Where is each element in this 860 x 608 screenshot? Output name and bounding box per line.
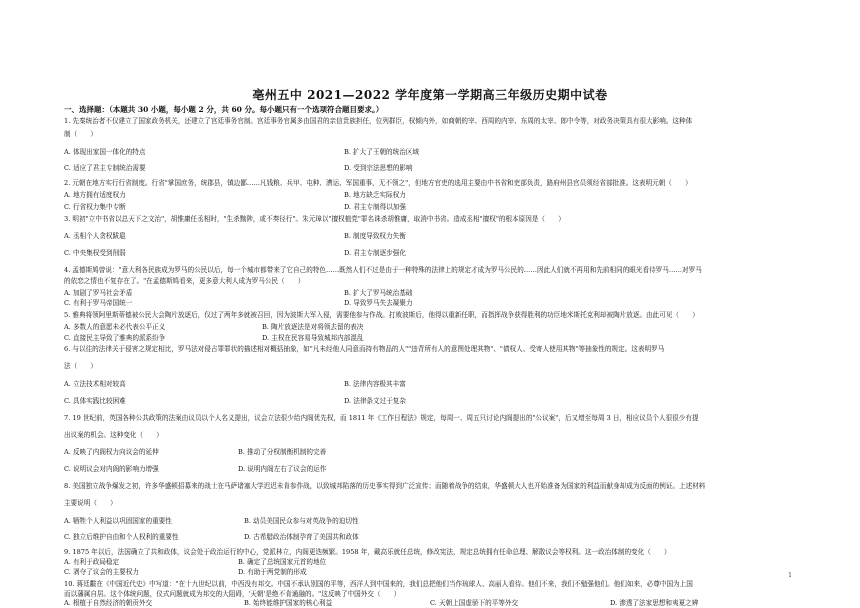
q1-option-d: D. 受到宗法思想的影响 xyxy=(344,164,413,172)
q3-option-c: C. 中央集权受到削弱 xyxy=(64,249,126,257)
q10-stem-line1: 10. 蒋廷黻在《中国近代史》中写道："在十九世纪以前，中西没有邦交。中国不承认别国的平等，西洋人到中国来的，我们总把他们当作琉球人、高丽人看待。他们不来，我们不勉强他们。他们如来，必尊中国为上国 xyxy=(64,580,693,588)
q1-stem-line1: 1. 先秦统治者不仅建立了国家政务机关，还建立了宫廷事务官制。宫廷事务官属多由国君的亲信贵族担任，位列群臣，权倾内外，如商朝的宰、西周的内宰、东周的太宰、郎中令等，对政务决策具有很大影响。这种体 xyxy=(64,117,693,125)
q4-option-a: A. 加剧了罗马社会矛盾 xyxy=(64,289,133,297)
q3-option-a: A. 丞相个人贪权跋扈 xyxy=(64,232,126,240)
q6-stem-line2: 法（ ） xyxy=(64,362,97,370)
q2-option-c: C. 行省权力集中专断 xyxy=(64,203,126,211)
q7-stem-line1: 7. 19 世纪前，英国各种公共政策的法案由议员以个人名义提出，议会立法很少给内阁优先权，而 1811 年《工作日程法》规定，每周一、周五只讨论内阁提出的"公议案"，后又增至每周 3 日，相应议员个人很很少有提 xyxy=(64,414,699,422)
q6-option-d: D. 法律条文过于复杂 xyxy=(344,397,406,405)
q5-option-b: B. 陶片放逐法是对将领去留的表决 xyxy=(262,323,364,331)
q4-stem-line2: 的依恋之情也不复存在了。"在孟德斯鸠看来，更多意大利人成为罗马公民（ ） xyxy=(64,277,305,285)
q9-option-d: D. 有助于两党制的形成 xyxy=(238,568,307,576)
q1-option-b: B. 扩大了王朝的统治区域 xyxy=(344,148,419,156)
q2-option-d: D. 君主专制得以加强 xyxy=(344,203,406,211)
q3-stem: 3. 明初"立中书省以总天下之文治"，胡惟庸任丞相时，"生杀黜陟，或不奏径行"。朱元璋以"擅权植党"罪名诛杀胡惟庸，取消中书省。造成丞相"擅权"的根本原因是（ ） xyxy=(64,215,565,223)
q4-option-b: B. 扩大了罗马统治基础 xyxy=(344,289,413,297)
q7-option-a: A. 反映了内阁权力向议会的延伸 xyxy=(64,448,159,456)
q8-option-b: B. 动员美国民众参与对英战争的迫切性 xyxy=(244,517,359,525)
q1-stem-line2: 制（ ） xyxy=(64,130,97,138)
q8-option-a: A. 牺牲个人利益以巩固国家的重要性 xyxy=(64,517,172,525)
q7-option-d: D. 说明内阁左右了议会的运作 xyxy=(238,465,327,473)
section-heading: 一、选择题：（本题共 30 小题，每小题 2 分，共 60 分。每小题只有一个选项符合题目要求。） xyxy=(64,105,384,114)
q5-option-c: C. 直接民主导致了雅典的派系纷争 xyxy=(64,334,166,342)
q10-option-a: A. 根植于自然经济的朝贡外交 xyxy=(64,599,153,607)
q5-option-d: D. 主权在民容易导致城邦内部混乱 xyxy=(262,334,364,342)
q10-option-c: C. 天朝上国虚骄下的平等外交 xyxy=(430,599,519,607)
q6-option-a: A. 立法技术相对较高 xyxy=(64,380,126,388)
q1-option-a: A. 体现出家国一体化的特点 xyxy=(64,148,146,156)
q6-option-c: C. 具体实践比较困难 xyxy=(64,397,126,405)
q3-option-b: B. 制度导致权力失衡 xyxy=(344,232,406,240)
q8-stem-line1: 8. 美国独立战争爆发之初，许多华盛顿招募来的战士在马萨诸塞大学迟迟未肯参作战，以致城邦陷落的历史事实得到广泛宣传；而随着战争的结束，华盛顿大人也开始准备为国家的利益而献身却成为反面的例证。上述材料 xyxy=(64,482,706,490)
q9-option-a: A. 有利于政局稳定 xyxy=(64,558,120,566)
q10-stem-line2: 而以藩属自居。这个体统问题，仪式问题就成为邦交的大阻碍，'天朝'是绝不肯通融的。"这反映了中国外交（ ） xyxy=(64,590,401,598)
q4-stem-line1: 4. 孟德斯鸠曾说："意大利各民族成为罗马的公民以后，每一个城市都带来了它自己的特色……既然人们不过是由于一种特殊的法律上的规定才成为罗马公民的……因此人们就不再用和先前相同的眼光看待罗马……对罗马 xyxy=(64,266,702,274)
q7-stem-line2: 出议案的机会。这种变化（ ） xyxy=(64,431,163,439)
page-number: 1 xyxy=(788,572,792,579)
q4-option-d: D. 导致罗马失去凝聚力 xyxy=(344,299,413,307)
q3-option-d: D. 君主专制逐步强化 xyxy=(344,249,406,257)
q7-option-c: C. 说明议会对内阁的影响力增强 xyxy=(64,465,159,473)
q8-stem-line2: 主要说明（ ） xyxy=(64,499,117,507)
q6-option-b: B. 法律内容极其丰富 xyxy=(344,380,406,388)
q7-option-b: B. 推动了分权制衡机制的完善 xyxy=(238,448,327,456)
q2-option-a: A. 地方拥有适度权力 xyxy=(64,191,126,199)
q9-option-b: B. 确定了总统国家元首的地位 xyxy=(238,558,327,566)
q2-stem: 2. 元朝在地方实行行省制度。行省"掌国庶务，统郡县，镇边鄙……凡钱粮、兵甲、屯种、漕运、军国重事，无不领之"，但地方官吏的选用主要由中书省和吏部负责，路府州县官员须经省部批准。这表明元朝（ ） xyxy=(64,179,692,187)
q9-option-c: C. 剥夺了议会的主要权力 xyxy=(64,568,139,576)
q4-option-c: C. 有利于罗马帝国统一 xyxy=(64,299,133,307)
q9-stem: 9. 1875 年以后，法国确立了共和政体，议会处于政治运行的中心，党派林立，内阁更迭频繁。1958 年，戴高乐就任总统，修改宪法，规定总统拥有任命总理、解散议会等权利。这一政治体制的变化（ ） xyxy=(64,548,671,556)
q8-option-d: D. 古希腊政治体制孕育了美国共和政体 xyxy=(244,533,359,541)
q10-option-b: B. 始终能维护国家的核心利益 xyxy=(244,599,333,607)
q5-stem: 5. 雅典将领阿里斯蒂德被公民大会陶片放逐后，仅过了两年多就被召回，因为波斯大军入侵，需要他参与作战。打败波斯后，他得以重新任职，而指挥战争获得胜利的功臣地米斯托克利却被陶片放逐。由此可见（ ） xyxy=(64,311,699,319)
q8-option-c: C. 独立后维护自由和个人权利的重要性 xyxy=(64,533,179,541)
q10-option-d: D. 渗透了法家思想和夷夏之辨 xyxy=(610,599,699,607)
q5-option-a: A. 多数人的意愿未必代表公平正义 xyxy=(64,323,166,331)
q6-stem-line1: 6. 与以往的法律关于侵害之规定相比，罗马法对侵占罪罪状的描述相对概括抽象，如"凡未经他人同意而持有物品的人""违背所有人的意图处理其物"、"债权人、受寄人使用其物"等抽象性的规定。这表明罗马 xyxy=(64,345,665,353)
q1-option-c: C. 适应了君主专制统治需要 xyxy=(64,164,146,172)
q2-option-b: B. 地方缺乏实际权力 xyxy=(344,191,406,199)
exam-title: 亳州五中 2021—2022 学年度第一学期高三年级历史期中试卷 xyxy=(252,88,608,102)
